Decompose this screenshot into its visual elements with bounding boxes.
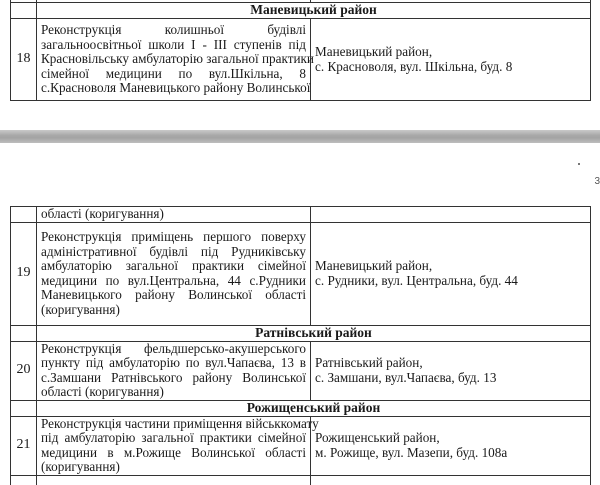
cell-number [11, 400, 37, 416]
cell-address [311, 207, 591, 223]
facilities-table-top [10, 0, 591, 101]
address-line: Рожищенський район, [315, 430, 440, 445]
table-row [11, 341, 591, 400]
address-line: Маневицький район, [315, 44, 433, 59]
district-title: Маневицький район [37, 3, 591, 19]
district-title: Ратнівський район [37, 325, 591, 341]
description-line: Реконструкція фельдшерсько-акушерського [41, 340, 306, 356]
table-row-continuation [11, 207, 591, 223]
district-header-row [11, 3, 591, 19]
row-number: 20 [11, 341, 37, 400]
description-line: Реконструкція частини приміщення військкомату [41, 415, 319, 431]
description-line: сімейної медицини по вул.Шкільна, 8 [41, 65, 306, 81]
cell-number [11, 3, 37, 19]
address-line: Ратнівський район, [315, 355, 423, 370]
description-line: Реконструкція колишньої будівлі [41, 22, 306, 38]
row-description [37, 207, 311, 223]
district-header-row [11, 400, 591, 416]
facilities-table-bottom [10, 206, 591, 485]
table-row-stub [11, 475, 591, 485]
cell-description [37, 475, 311, 485]
cell-number [11, 207, 37, 223]
cell-number [11, 475, 37, 485]
description-line: амбулаторію загальної практики сімейної [41, 258, 306, 273]
row-address [311, 222, 591, 325]
row-description [37, 19, 314, 101]
table-row [11, 19, 591, 101]
row-description [37, 415, 319, 475]
table-row [11, 416, 591, 475]
description-line: с.Красноволя Маневицького району Волинської [41, 80, 311, 96]
address-line: Маневицький район, [315, 258, 433, 273]
row-description [37, 341, 311, 400]
document-page-top [0, 0, 600, 130]
description-line: (коригування) [41, 301, 120, 317]
district-header-row [11, 325, 591, 341]
cell-address [311, 475, 591, 485]
description-line: області (коригування) [41, 384, 164, 399]
page-mark-dot [578, 163, 580, 165]
address-line: с. Рудники, вул. Центральна, буд. 44 [315, 272, 518, 288]
table-row [11, 222, 591, 325]
row-number: 19 [11, 222, 37, 325]
description-line: Реконструкція приміщень першого поверху [41, 229, 306, 244]
address-line: м. Рожище, вул. Мазепи, буд. 108а [315, 444, 508, 460]
row-address [311, 19, 591, 101]
cell-number [11, 325, 37, 341]
row-address [311, 341, 591, 400]
address-line: с. Замшани, вул.Чапаєва, буд. 13 [315, 369, 497, 385]
description-line: під амбулаторію загальної практики сімейної [41, 430, 306, 445]
description-line: с.Замшани Ратнівського району Волинської [41, 369, 306, 385]
row-number: 18 [11, 19, 37, 101]
description-line: пункту під амбулаторію по вул.Чапаєва, 13 в [41, 355, 306, 370]
row-address [311, 416, 591, 475]
address-line: с. Красноволя, вул. Шкільна, буд. 8 [315, 58, 513, 74]
description-line: загальноосвітньої школи I - III ступенів під [41, 36, 306, 52]
description-line: Красновільську амбулаторію загальної практики [41, 51, 314, 67]
page-break-separator [0, 130, 600, 143]
description-line: медицини по вул.Центральна, 44 с.Рудники [41, 272, 306, 288]
district-title: Рожищенський район [37, 400, 591, 416]
description-line: медицини в м.Рожище Волинської області [41, 444, 306, 460]
description-line: (коригування) [41, 459, 120, 474]
row-number: 21 [11, 416, 37, 475]
row-description [37, 222, 311, 325]
page-number: 3 [594, 176, 600, 187]
description-line: адміністративної будівлі під Рудниківську [41, 243, 306, 259]
description-line: Маневицького району Волинської області [41, 287, 306, 302]
description-line: області (коригування) [41, 206, 164, 221]
